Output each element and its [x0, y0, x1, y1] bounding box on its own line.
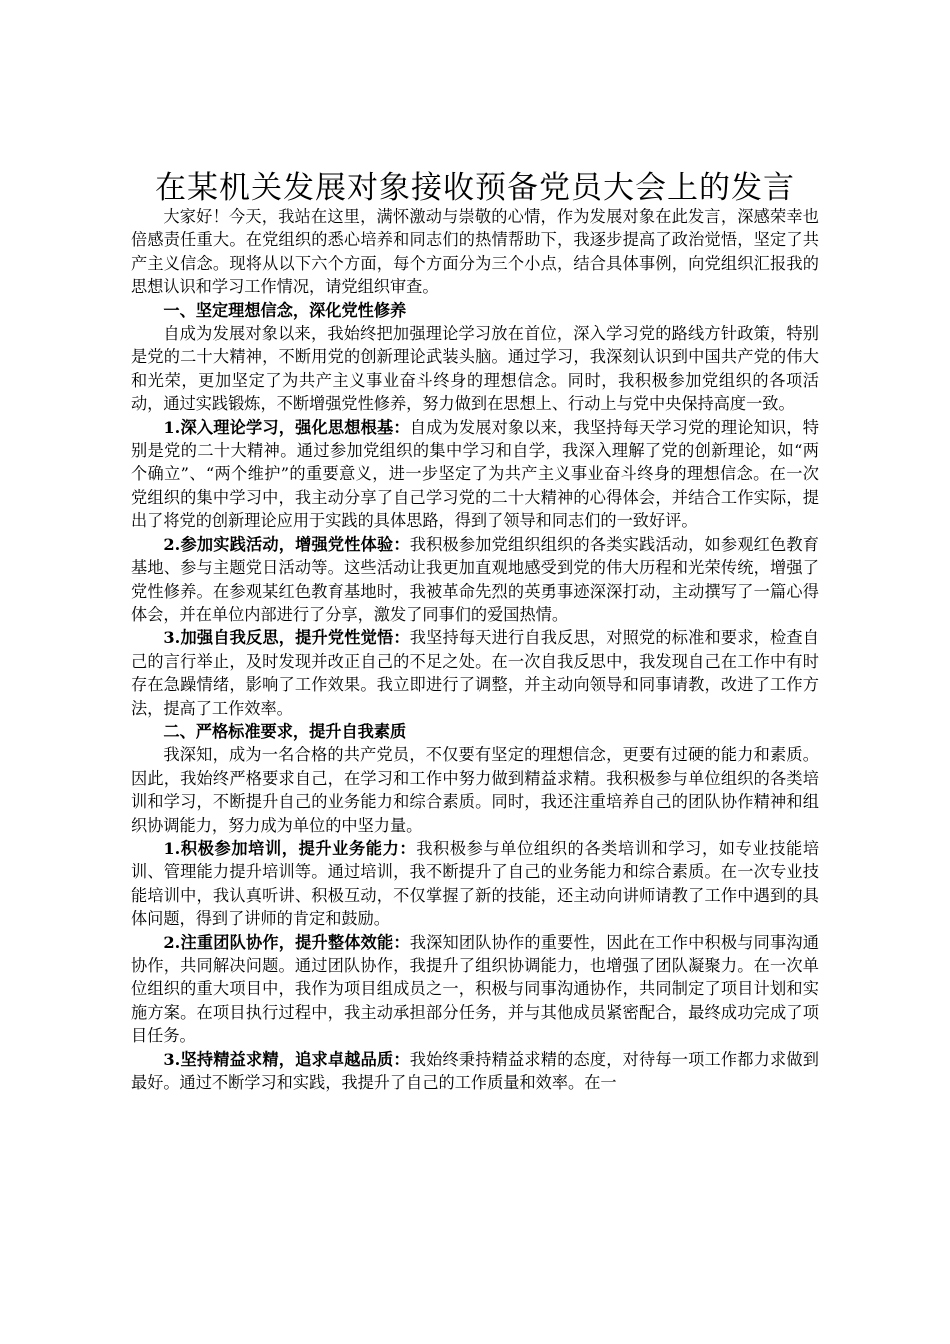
section-paragraph: 自成为发展对象以来，我始终把加强理论学习放在首位，深入学习党的路线方针政策，特别是党的二十大精神，不断用党的创新理论武装头脑。通过学习，我深刻认识到中国共产党的伟大和光荣，更加坚定了为共产主义事业奋斗终身的理想信念。同时，我积极参加党组织的各项活动，通过实践锻炼，不断增强党性修养，努力做到在思想上、行动上与党中央保持高度一致。 [131, 324, 819, 414]
sub-item [131, 931, 819, 1048]
sub-item-text: 我深知团队协作的重要性，因此在工作中积极与同事沟通协作，共同解决问题。通过团队协作，我提升了组织协调能力，也增强了团队凝聚力。在一次单位组织的重大项目中，我作为项目组成员之一，积极与同事沟通协作，共同制定了项目计划和实施方案。在项目执行过程中，我主动承担部分任务，并与其他成员紧密配合，最终成功完成了项目任务。 [131, 932, 819, 1046]
document-title: 在某机关发展对象接收预备党员大会上的发言 [155, 170, 795, 206]
sub-item [131, 533, 819, 627]
sub-item [131, 1048, 819, 1095]
sub-item [131, 626, 819, 720]
document-body [131, 205, 819, 1094]
sub-item-text: 我始终秉持精益求精的态度，对待每一项工作都力求做到最好。通过不断学习和实践，我提升了自己的工作质量和效率。在一 [131, 1049, 819, 1093]
section-heading: 一、坚定理想信念，深化党性修养 [163, 300, 407, 320]
sub-item [131, 837, 819, 931]
section-paragraph: 我深知，成为一名合格的共产党员，不仅要有坚定的理想信念，更要有过硬的能力和素质。因此，我始终严格要求自己，在学习和工作中努力做到精益求精。我积极参与单位组织的各类培训和学习，不断提升自己的业务能力和综合素质。同时，我还注重培养自己的团队协作精神和组织协调能力，努力成为单位的中坚力量。 [131, 745, 819, 835]
sub-item-lead: 1.积极参加培训，提升业务能力： [163, 838, 417, 858]
section-heading: 二、严格标准要求，提升自我素质 [163, 721, 407, 741]
sub-item-lead: 1.深入理论学习，强化思想根基： [163, 417, 410, 437]
sub-item-text: 我坚持每天进行自我反思，对照党的标准和要求，检查自己的言行举止，及时发现并改正自己的不足之处。在一次自我反思中，我发现自己在工作中有时存在急躁情绪，影响了工作效果。我立即进行了调整，并主动向领导和同事请教，改进了工作方法，提高了工作效率。 [131, 628, 819, 718]
sub-item-text: 我积极参与单位组织的各类培训和学习，如专业技能培训、管理能力提升培训等。通过培训，我不断提升了自己的业务能力和综合素质。在一次专业技能培训中，我认真听讲、积极互动，不仅掌握了新的技能，还主动向讲师请教了工作中遇到的具体问题，得到了讲师的肯定和鼓励。 [131, 838, 820, 929]
sub-item-lead: 3.坚持精益求精，追求卓越品质： [163, 1049, 410, 1069]
sub-item-text: 我积极参加党组织组织的各类实践活动，如参观红色教育基地、参与主题党日活动等。这些活动让我更加直观地感受到党的伟大历程和光荣传统，增强了党性修养。在参观某红色教育基地时，我被革命先烈的英勇事迹深深打动，主动撰写了一篇心得体会，并在单位内部进行了分享，激发了同事们的爱国热情。 [131, 534, 819, 624]
sub-item-text: 自成为发展对象以来，我坚持每天学习党的理论知识，特别是党的二十大精神。通过参加党组织的集中学习和自学，我深入理解了党的创新理论，如“两个确立”、“两个维护”的重要意义，进一步坚定了为共产主义事业奋斗终身的理想信念。在一次党组织的集中学习中，我主动分享了自己学习党的二十大精神的心得体会，并结合工作实际，提出了将党的创新理论应用于实践的具体思路，得到了领导和同志们的一致好评。 [131, 417, 819, 531]
sub-item-lead: 3.加强自我反思，提升党性觉悟： [163, 628, 410, 648]
intro-paragraph: 大家好！今天，我站在这里，满怀激动与崇敬的心情，作为发展对象在此发言，深感荣幸也倍感责任重大。在党组织的悉心培养和同志们的热情帮助下，我逐步提高了政治觉悟，坚定了共产主义信念。现将从以下六个方面，每个方面分为三个小点，结合具体事例，向党组织汇报我的思想认识和学习工作情况，请党组织审查。 [131, 207, 819, 297]
sub-item-lead: 2.注重团队协作，提升整体效能： [163, 932, 410, 952]
sub-item-lead: 2.参加实践活动，增强党性体验： [163, 534, 410, 554]
sub-item [131, 416, 819, 533]
